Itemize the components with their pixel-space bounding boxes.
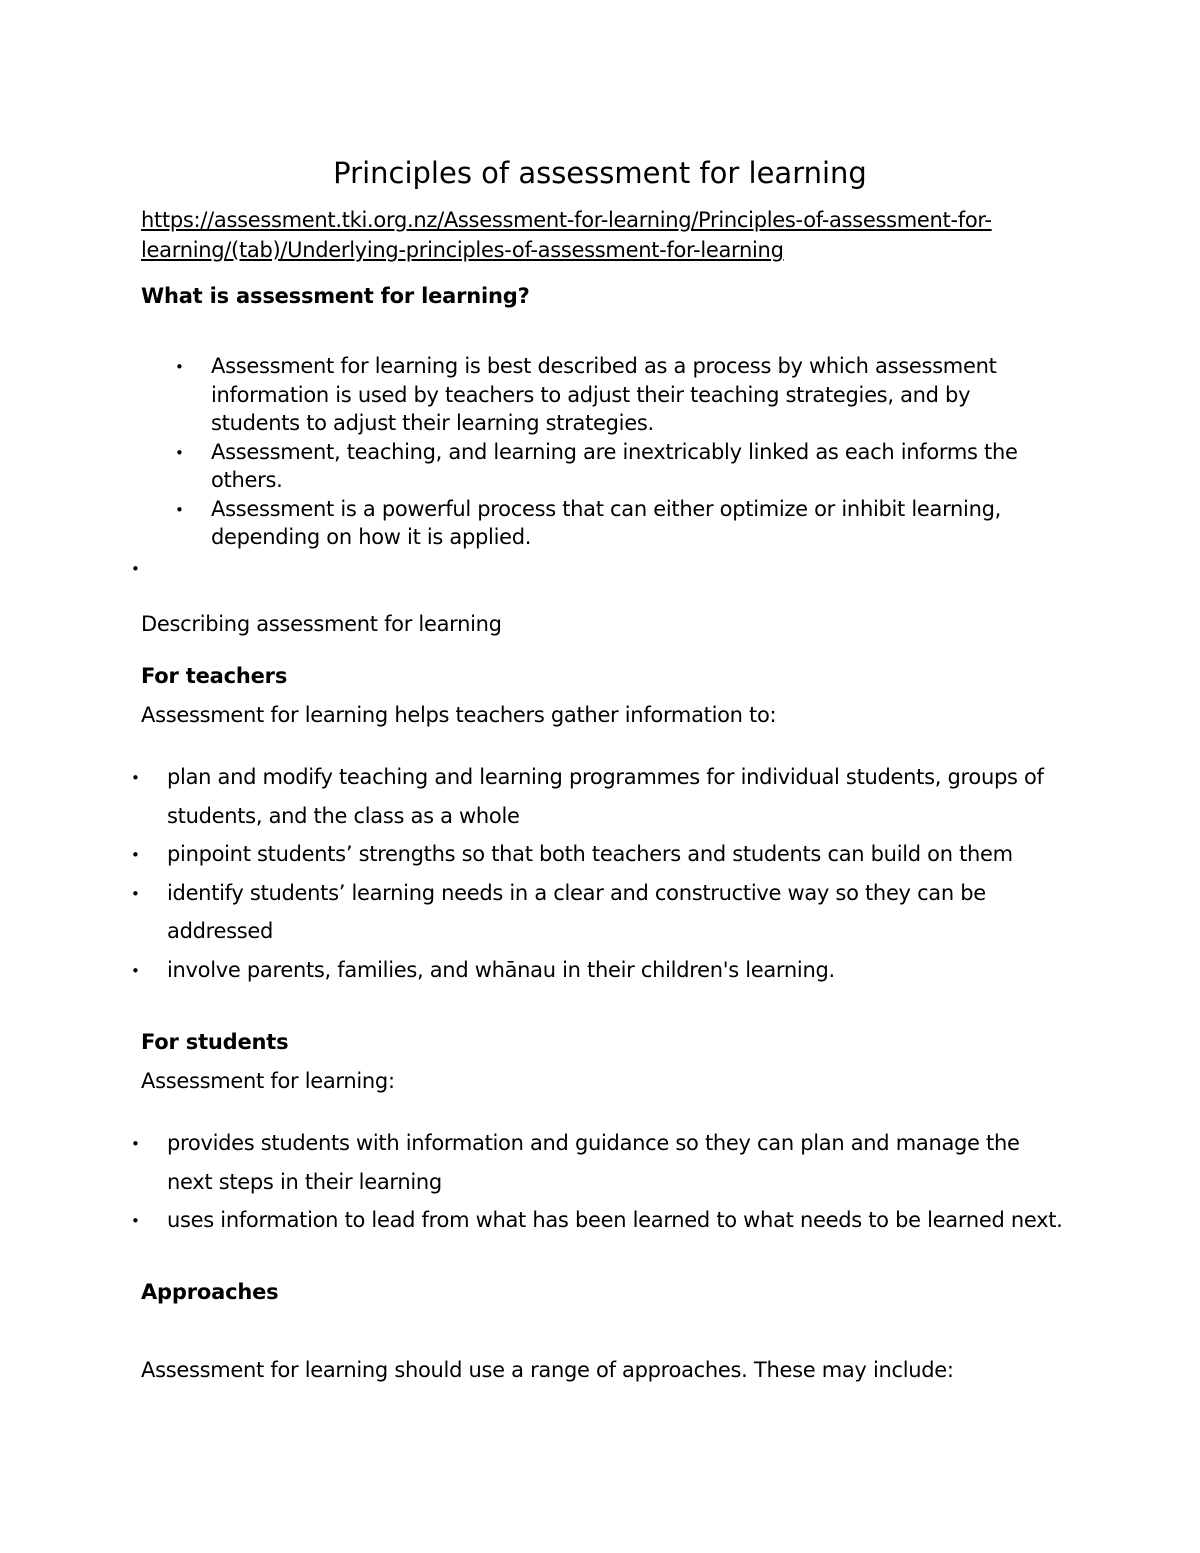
empty-bullet-icon: • xyxy=(131,560,140,578)
teachers-intro: Assessment for learning helps teachers gather information to: xyxy=(141,703,777,727)
bullet-icon: • xyxy=(175,443,184,462)
bullet-icon: • xyxy=(131,769,140,787)
list-item-text: pinpoint students’ strengths so that both teachers and students can build on them xyxy=(167,842,1013,866)
list-item xyxy=(131,1124,1067,1201)
list-item-text: provides students with information and guidance so they can plan and manage the next steps in their learning xyxy=(167,1131,1020,1194)
page-title: Principles of assessment for learning xyxy=(333,156,867,190)
students-intro: Assessment for learning: xyxy=(141,1069,395,1093)
list-item xyxy=(175,438,1041,495)
approaches-intro: Assessment for learning should use a range of approaches. These may include: xyxy=(141,1358,954,1382)
section-heading-teachers: For teachers xyxy=(141,664,288,688)
students-list xyxy=(131,1124,1067,1240)
list-item xyxy=(131,874,1067,951)
bullet-icon: • xyxy=(131,961,140,980)
list-item xyxy=(131,835,1067,874)
list-item-text: uses information to lead from what has been learned to what needs to be learned next. xyxy=(167,1208,1063,1232)
what-is-list xyxy=(175,352,1041,552)
list-item-text: identify students’ learning needs in a clear and constructive way so they can be addressed xyxy=(167,880,986,943)
list-item xyxy=(131,951,1067,990)
list-item xyxy=(175,495,1041,552)
bullet-icon: • xyxy=(131,1212,140,1230)
source-link[interactable]: https://assessment.tki.org.nz/Assessment-for-learning/Principles-of-assessment-for-learning/(tab)/Underlying-principles-of-assessment-for-learning xyxy=(141,208,992,262)
list-item xyxy=(131,1201,1067,1240)
describing-subtitle: Describing assessment for learning xyxy=(141,612,502,636)
list-item-text: Assessment is a powerful process that can either optimize or inhibit learning, depending on how it is applied. xyxy=(211,496,1002,549)
bullet-icon: • xyxy=(131,1135,140,1153)
bullet-icon: • xyxy=(175,500,184,519)
section-heading-what-is: What is assessment for learning? xyxy=(141,284,530,308)
list-item xyxy=(175,352,1041,438)
bullet-icon: • xyxy=(131,884,140,903)
list-item-text: Assessment, teaching, and learning are inextricably linked as each informs the others. xyxy=(211,439,1018,492)
list-item-text: Assessment for learning is best described as a process by which assessment information is used by teachers to adjust their teaching strategies, and by students to adjust their learning strategies. xyxy=(211,354,997,435)
list-item-text: plan and modify teaching and learning programmes for individual students, groups of students, and the class as a whole xyxy=(167,765,1044,828)
section-heading-students: For students xyxy=(141,1030,289,1054)
bullet-icon: • xyxy=(175,358,184,376)
teachers-list xyxy=(131,758,1067,989)
list-item xyxy=(131,758,1067,835)
bullet-icon: • xyxy=(131,846,140,864)
section-heading-approaches: Approaches xyxy=(141,1280,279,1304)
list-item-text: involve parents, families, and whānau in their children's learning. xyxy=(167,957,835,982)
